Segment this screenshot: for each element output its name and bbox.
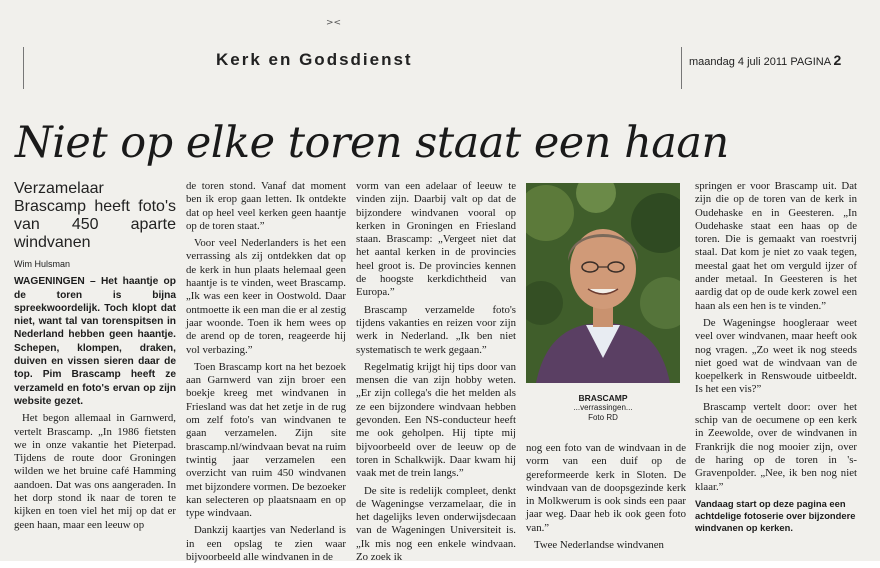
body-paragraph: nog een foto van de windvaan in de vorm van een duif op de gereformeerde kerk in Sloten. De windvaan van de doopsgezinde kerk in Molkwerum is ook sinds een paar jaar weg. Daar heb ik ook geen foto van.” — [526, 442, 686, 534]
column-2 — [186, 180, 346, 568]
body-paragraph: Toen Brascamp kort na het bezoek aan Garnwerd van zijn broer een boekje kreeg met windvanen in Friesland was dat het zetje in de rug om zelf foto's van windvanen te gaan verzamelen. Zijn site brascamp.nl/windvaan bevat na ruim twintig jaar verzamelen een overzicht van ruim 450 windvanen met bijzondere vormen. De bezoeker kan selecteren op plaatsnaam en op type windvaan. — [186, 360, 346, 520]
series-note: Vandaag start op deze pagina een achtdelige fotoserie over bijzondere windvanen op kerken. — [695, 497, 856, 533]
column-3 — [356, 180, 516, 568]
issue-date: maandag 4 juli 2011 — [689, 56, 788, 68]
body-paragraph: De Wageningse hoogleraar weet veel over windvanen, maar heeft ook nog vragen. „Zo weet ik nog steeds niet goed wat de windvaan van de koepelkerk in Renswoude uitbeeldt. Is het een vis?” — [695, 316, 857, 396]
body-paragraph: springen er voor Brascamp uit. Dat zijn die op de toren van de kerk in Oudehaske en in Geesteren. „In Oudehaske staat een haas op de toren. Die is gemaakt van roestvrij staal. Dat kom je niet zo vaak tegen, meestal gaat het om verguld ijzer of ander metaal. In Geesteren is het aardig dat op de oude kerk zowel een haan als een hen is te vinden.” — [695, 180, 857, 312]
dateline — [689, 52, 841, 68]
section-title: Kerk en Godsdienst — [216, 50, 413, 69]
body-paragraph: Dankzij kaartjes van Nederland is in een opslag te zien waar bijvoorbeeld alle windvanen in de — [186, 524, 346, 564]
caption-name: BRASCAMP — [578, 393, 628, 403]
crop-mark: >< — [326, 18, 342, 28]
body-paragraph: vorm van een adelaar of leeuw te vinden zijn. Daarbij valt op dat de bijzondere windvanen vooral op kerken in Groningen en Friesland staan. Brascamp: „Vergeet niet dat het aantal kerken in de provincies heel groot is. De provincies kennen de hoogste kerkdichtheid van Europa.” — [356, 180, 516, 299]
body-paragraph: Het begon allemaal in Garnwerd, vertelt Brascamp. „In 1986 fietsten we in onze vakantie het Pieterpad. Tijdens de route door Groningen wilden we het bruine café Hamming aandoen. Dat was ons aangeraden. In het dorp stond ik naar de toren te kijken en toen viel het mij op dat er geen haan, maar een leeuw op — [14, 412, 176, 531]
portrait-photo — [526, 183, 680, 383]
body-paragraph: Brascamp vertelt door: over het schip van de oecumene op een kerk in Zeewolde, over de windvanen in Frankrijk die nog mooier zijn, over de haring op de toren in 's-Gravenpolder. „Nee, ik ben nog niet klaar.” — [695, 400, 857, 493]
caption-text: ...verrassingen... — [573, 403, 633, 412]
header-rule-right — [681, 47, 682, 89]
deck: Verzamelaar Brascamp heeft foto's van 450 aparte windvanen — [14, 180, 176, 251]
portrait-illustration — [526, 183, 680, 383]
byline: Wim Hulsman — [14, 259, 71, 269]
lead-paragraph: WAGENINGEN – Het haantje op de toren is bijna spreekwoordelijk. Toch klopt dat niet, want tal van torenspitsen in Nederland hebben geen haantje. Schepen, klompen, draken, duiven en vissen sieren daar de top. Pim Brascamp heeft ze verzameld en foto's ervan op zijn website gezet. — [14, 276, 176, 407]
body-paragraph: Brascamp verzamelde foto's tijdens vakanties en reizen voor zijn werk in Nederland. „Ik ben niet systematisch te werk gegaan.” — [356, 303, 516, 356]
body-paragraph: Regelmatig krijgt hij tips door van mensen die van zijn hobby weten. „Er zijn collega's die het melden als ze een bijzondere windvaan hebben gevonden. Een NS-conducteur heeft me ook geholpen. Hij tipte mij bijvoorbeeld over de leeuw op de toren in Schalkwijk. Daar kwam hij vaak met de trein langs.” — [356, 360, 516, 480]
column-4 — [526, 442, 686, 556]
column-5 — [695, 180, 857, 538]
header-rule-left — [23, 47, 24, 89]
photo-credit: Foto RD — [588, 413, 618, 422]
body-paragraph: Twee Nederlandse windvanen — [534, 539, 664, 552]
page-number: 2 — [833, 52, 842, 68]
column-1 — [14, 180, 176, 536]
body-paragraph: de toren stond. Vanaf dat moment ben ik erop gaan letten. Ik ontdekte dat op heel veel kerken geen haantje op de toren staat.” — [186, 180, 346, 232]
page-label: PAGINA — [790, 56, 831, 68]
body-paragraph: De site is redelijk compleet, denkt de Wageningse verzamelaar, die in het dagelijks leven onderwijsdecaan van de Wageningen Universiteit is. „Ik mis nog een enkele windvaan. Zo zoek ik — [356, 484, 516, 564]
headline: Niet op elke toren staat een haan — [15, 118, 729, 168]
body-paragraph: Voor veel Nederlanders is het een verrassing als zij ontdekken dat op de kerk in hun plaats helemaal geen haantje is te vinden, weet Brascamp. „Ik was een keer in Oostwold. Daar ontmoette ik een man die er al zestig jaar woonde. Toen ik hem wees op de arend op de toren, reageerde hij vol verbazing.” — [186, 237, 346, 356]
photo-caption — [526, 393, 680, 423]
